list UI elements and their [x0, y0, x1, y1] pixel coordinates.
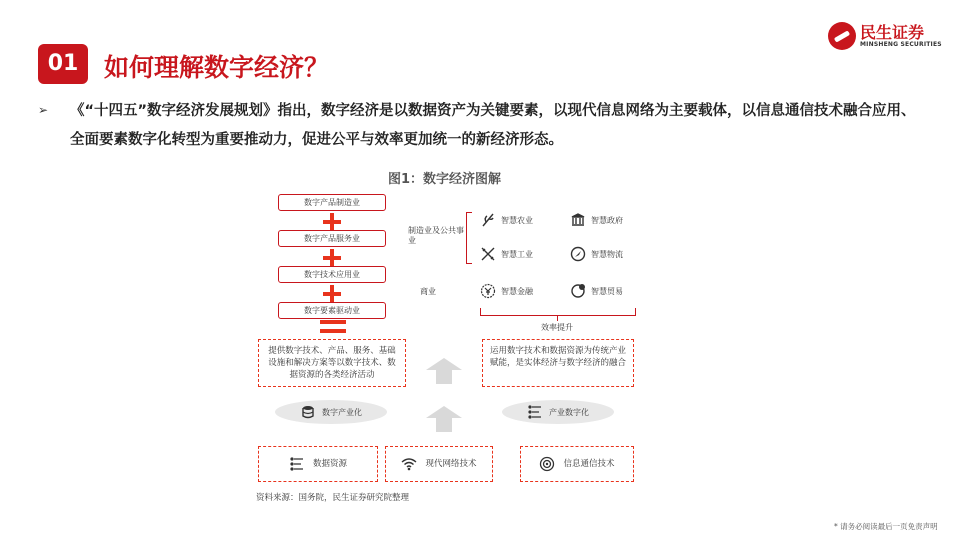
logistics-icon [570, 246, 586, 262]
digital-industrialization [275, 400, 387, 424]
digital-industrialization-desc: 提供数字技术、产品、服务、基础设施和解决方案等以数字技术、数据资源的各类经济活动 [258, 339, 406, 387]
smart-agriculture [480, 212, 533, 228]
smart-item-label: 智慧政府 [591, 215, 623, 225]
up-arrow-icon [426, 358, 462, 384]
smart-government [570, 212, 623, 228]
smart-item-label: 智慧物流 [591, 249, 623, 259]
plus-icon [323, 213, 341, 231]
government-building-icon [570, 212, 586, 228]
smart-item-label: 智慧金融 [501, 286, 533, 296]
smart-logistics [570, 246, 623, 262]
hierarchy-icon [527, 404, 543, 420]
database-icon [300, 404, 316, 420]
figure-title: 图1：数字经济图解 [387, 172, 502, 187]
industry-box-manufacturing: 数字产品制造业 [278, 194, 386, 211]
data-icon [289, 456, 305, 472]
foundation-label: 数据资源 [312, 459, 347, 469]
plus-icon [323, 249, 341, 267]
page-title: 如何理解数字经济？ [104, 53, 330, 82]
efficiency-label: 效率提升 [541, 323, 573, 332]
sector-manufacturing-label: 制造业及公共事业 [408, 226, 464, 245]
equals-icon [320, 320, 346, 334]
industry-box-application: 数字技术应用业 [278, 266, 386, 283]
digital-industrialization-label: 数字产业化 [322, 407, 362, 417]
signal-icon [539, 456, 555, 472]
smart-industry [480, 246, 533, 262]
efficiency-bracket [480, 308, 636, 316]
industrial-digitalization [502, 400, 614, 424]
industrial-digitalization-label: 产业数字化 [549, 407, 589, 417]
foundation-label: 信息通信技术 [563, 459, 615, 469]
foundation-ict [520, 446, 634, 482]
company-logo [828, 18, 942, 54]
smart-trade [570, 283, 623, 299]
industry-box-driven: 数字要素驱动业 [278, 302, 386, 319]
foundation-data-resources [258, 446, 378, 482]
plus-icon [323, 285, 341, 303]
logo-mark-icon [828, 22, 856, 50]
disclaimer-note: * 请务必阅读最后一页免责声明 [834, 522, 938, 531]
smart-item-label: 智慧工业 [501, 249, 533, 259]
industry-box-services: 数字产品服务业 [278, 230, 386, 247]
sector-bracket [466, 212, 472, 264]
trade-icon [570, 283, 586, 299]
industrial-digitalization-desc: 运用数字技术和数据资源为传统产业赋能，是实体经济与数字经济的融合 [482, 339, 634, 387]
up-arrow-icon [426, 406, 462, 432]
source-note: 资料来源：国务院，民生证券研究院整理 [256, 493, 410, 503]
industry-icon [480, 246, 496, 262]
finance-icon [480, 283, 496, 299]
logo-cn-text: 民生证券 [860, 23, 925, 42]
wifi-icon [401, 456, 417, 472]
efficiency-bracket-tick [557, 316, 558, 321]
foundation-label: 现代网络技术 [425, 459, 477, 469]
smart-finance [480, 283, 533, 299]
sector-commerce-label: 商业 [420, 287, 436, 296]
smart-item-label: 智慧贸易 [591, 286, 623, 296]
bullet-text: 《“十四五”数字经济发展规划》指出，数字经济是以数据资产为关键要素，以现代信息网络为主要载体，以信息通信技术融合应用、全面要素数字化转型为重要推动力，促进公平与效率更加统一的新经济形态。 [70, 103, 916, 148]
foundation-network-tech [385, 446, 493, 482]
plant-icon [480, 212, 496, 228]
bullet-arrow-icon: ➢ [38, 103, 49, 117]
logo-en-text: MINSHENG SECURITIES [860, 41, 942, 48]
section-number-badge: 01 [38, 44, 88, 84]
smart-item-label: 智慧农业 [501, 215, 533, 225]
